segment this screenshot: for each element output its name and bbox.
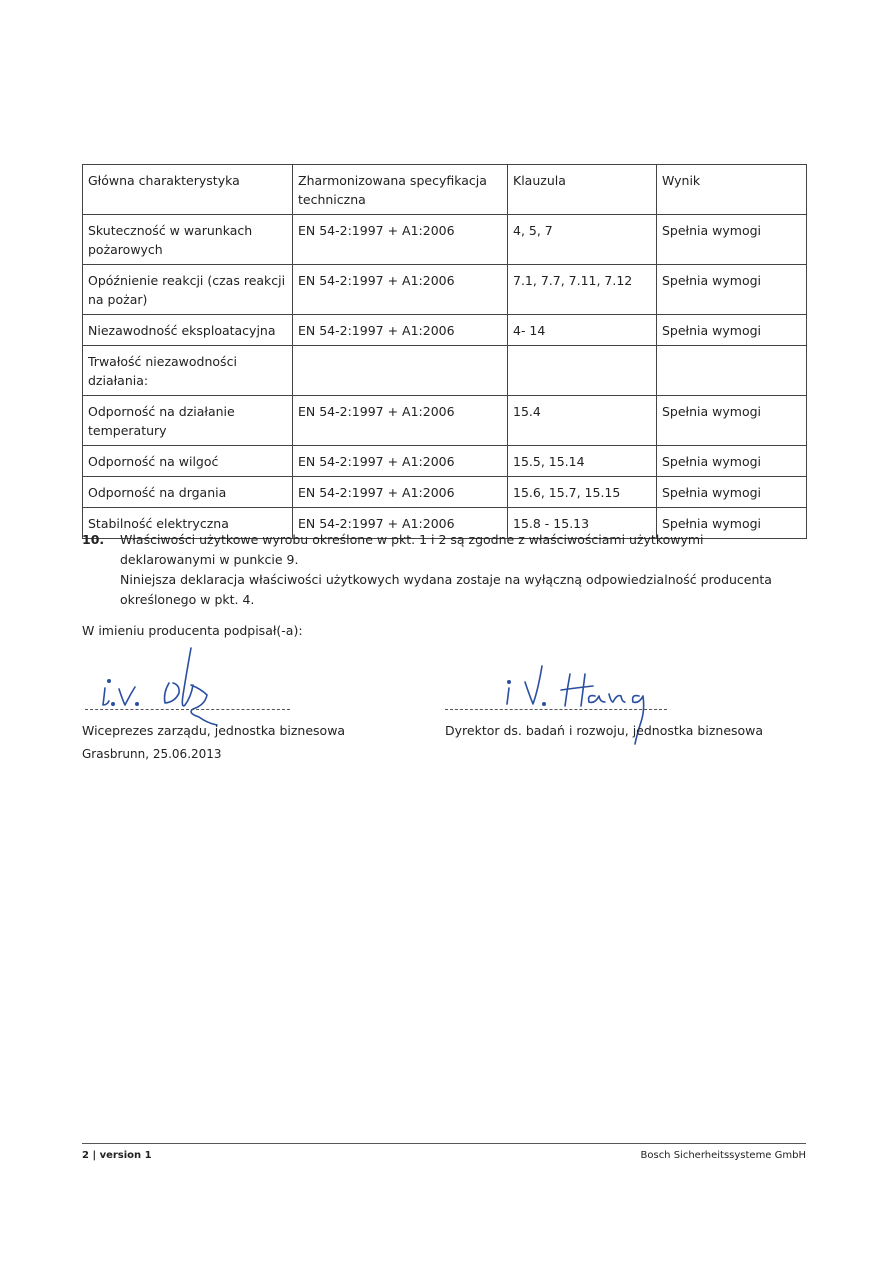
table-cell: EN 54-2:1997 + A1:2006 [293,396,508,446]
signature-left-image [95,645,225,730]
table-cell: Spełnia wymogi [657,508,807,539]
footer-page-version: 2 | version 1 [82,1150,152,1161]
table-row [83,215,807,265]
table-header-row [83,165,807,215]
signature-left-line [85,709,290,710]
responsibility-statement: Niniejsza deklaracja właściwości użytkowych wydana zostaje na wyłączną odpowiedzialność producenta określonego w pkt. 4. [120,572,772,607]
conformity-statement: Właściwości użytkowe wyrobu określone w pkt. 1 i 2 są zgodne z właściwościami użytkowymi deklarowanymi w punkcie 9. [120,532,704,567]
signature-left-title: Wiceprezes zarządu, jednostka biznesowa [82,723,346,738]
table-cell: Odporność na wilgoć [83,446,293,477]
table-cell [508,346,657,396]
signed-by-label: W imieniu producenta podpisał(-a): [82,623,303,638]
table-cell: EN 54-2:1997 + A1:2006 [293,265,508,315]
table-cell: Spełnia wymogi [657,315,807,346]
table-cell: Spełnia wymogi [657,215,807,265]
table-cell: 4, 5, 7 [508,215,657,265]
table-cell: 15.6, 15.7, 15.15 [508,477,657,508]
table-cell: EN 54-2:1997 + A1:2006 [293,315,508,346]
table-cell: Opóźnienie reakcji (czas reakcji na pożar) [83,265,293,315]
table-header-cell: Klauzula [508,165,657,215]
table-row [83,346,807,396]
section-10 [82,530,782,610]
signature-right-line [445,709,667,710]
table-cell: 15.4 [508,396,657,446]
table-cell: EN 54-2:1997 + A1:2006 [293,508,508,539]
table-cell: Niezawodność eksploatacyjna [83,315,293,346]
place-date: Grasbrunn, 25.06.2013 [82,747,222,761]
table-cell: Stabilność elektryczna [83,508,293,539]
table-cell: Trwałość niezawodności działania: [83,346,293,396]
table-header-cell: Zharmonizowana specyfikacja techniczna [293,165,508,215]
footer-divider [82,1143,806,1144]
signature-right-title: Dyrektor ds. badań i rozwoju, jednostka biznesowa [445,723,764,738]
table-header-cell: Wynik [657,165,807,215]
table-cell: 15.8 - 15.13 [508,508,657,539]
table-row [83,477,807,508]
table-cell [293,346,508,396]
table-cell: 15.5, 15.14 [508,446,657,477]
section-number: 10. [82,532,105,547]
table-cell: Spełnia wymogi [657,446,807,477]
table-cell: Spełnia wymogi [657,265,807,315]
table-cell: Spełnia wymogi [657,477,807,508]
table-row [83,265,807,315]
table-cell: Odporność na drgania [83,477,293,508]
table-cell: 7.1, 7.7, 7.11, 7.12 [508,265,657,315]
table-cell: 4- 14 [508,315,657,346]
table-cell [657,346,807,396]
table-cell: Skuteczność w warunkach pożarowych [83,215,293,265]
table-cell: Spełnia wymogi [657,396,807,446]
table-row [83,315,807,346]
table-row [83,396,807,446]
table-cell: EN 54-2:1997 + A1:2006 [293,477,508,508]
footer-company: Bosch Sicherheitssysteme GmbH [640,1150,806,1161]
table-cell: EN 54-2:1997 + A1:2006 [293,215,508,265]
table-cell: EN 54-2:1997 + A1:2006 [293,446,508,477]
table-cell: Odporność na działanie temperatury [83,396,293,446]
characteristics-table [82,164,807,539]
table-header-cell: Główna charakterystyka [83,165,293,215]
table-row [83,446,807,477]
